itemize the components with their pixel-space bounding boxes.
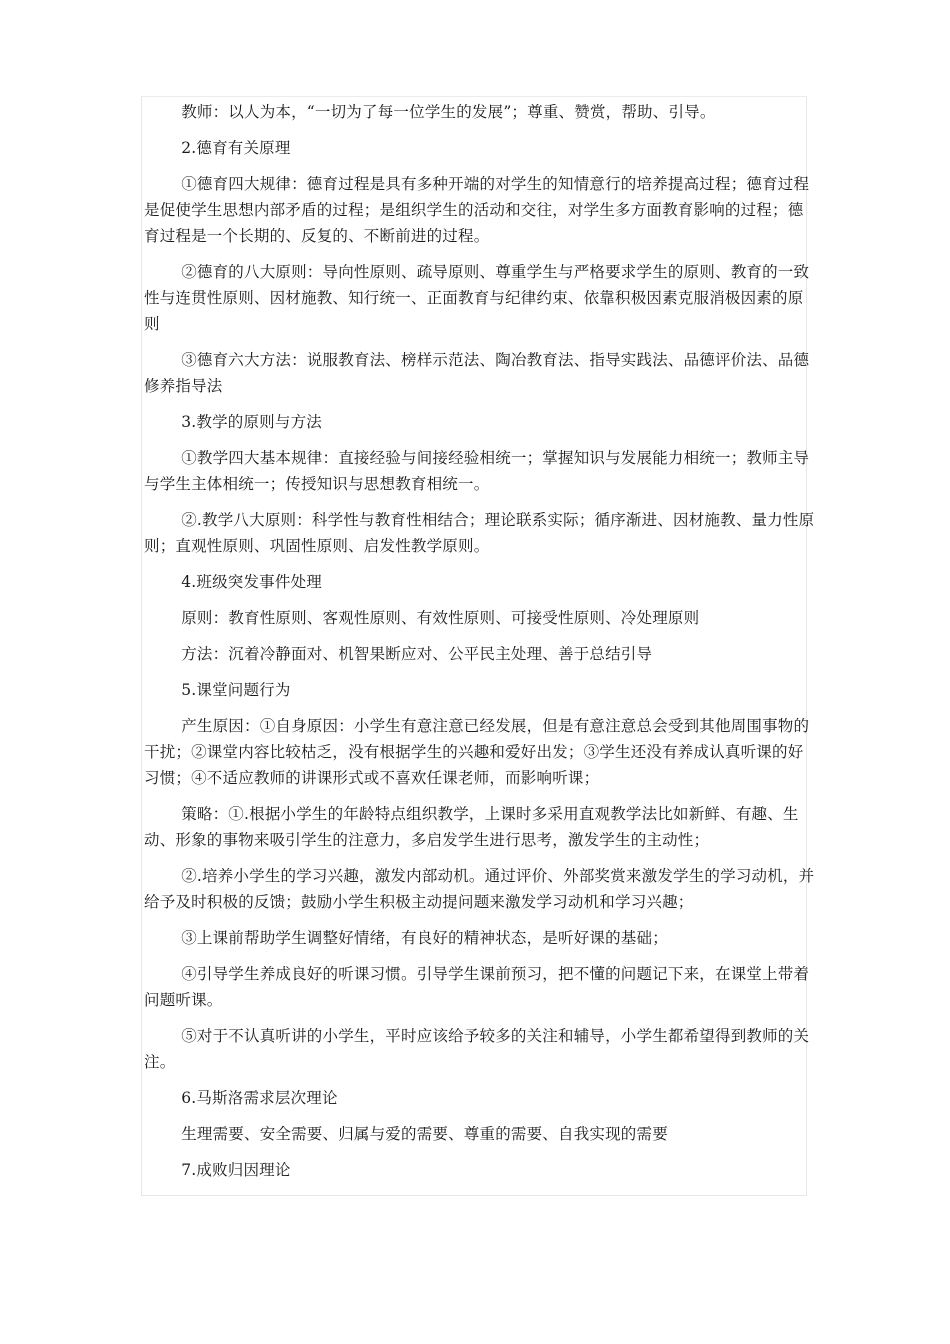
section-heading: 4.班级突发事件处理 xyxy=(181,573,322,591)
paragraph: 原则：教育性原则、客观性原则、有效性原则、可接受性原则、冷处理原则 xyxy=(181,609,700,627)
paragraph: ①教学四大基本规律：直接经验与间接经验相统一；掌握知识与发展能力相统一；教师主导与学生主体相统一；传授知识与思想教育相统一。 xyxy=(144,449,810,493)
paragraph: 方法：沉着冷静面对、机智果断应对、公平民主处理、善于总结引导 xyxy=(181,645,653,663)
paragraph: ③德育六大方法：说服教育法、榜样示范法、陶冶教育法、指导实践法、品德评价法、品德修养指导法 xyxy=(144,351,810,395)
document-body xyxy=(144,99,816,1193)
paragraph: ⑤对于不认真听讲的小学生，平时应该给予较多的关注和辅导，小学生都希望得到教师的关注。 xyxy=(144,1027,810,1071)
paragraph: ④引导学生养成良好的听课习惯。引导学生课前预习，把不懂的问题记下来，在课堂上带着问题听课。 xyxy=(144,965,810,1009)
paragraph: ①德育四大规律：德育过程是具有多种开端的对学生的知情意行的培养提高过程；德育过程是促使学生思想内部矛盾的过程；是组织学生的活动和交往，对学生多方面教育影响的过程；德育过程是一个长期的、反复的、不断前进的过程。 xyxy=(144,175,810,245)
section-heading: 7.成败归因理论 xyxy=(181,1161,291,1179)
paragraph: 生理需要、安全需要、归属与爱的需要、尊重的需要、自我实现的需要 xyxy=(181,1125,668,1143)
paragraph: ②.培养小学生的学习兴趣，激发内部动机。通过评价、外部奖赏来激发学生的学习动机，并给予及时积极的反馈；鼓励小学生积极主动提问题来激发学习动机和学习兴趣； xyxy=(144,867,815,911)
paragraph: ②.教学八大原则：科学性与教育性相结合；理论联系实际；循序渐进、因材施教、量力性原则；直观性原则、巩固性原则、启发性教学原则。 xyxy=(144,511,815,555)
section-heading: 5.课堂问题行为 xyxy=(181,681,291,699)
section-heading: 3.教学的原则与方法 xyxy=(181,413,322,431)
section-heading: 6.马斯洛需求层次理论 xyxy=(181,1089,338,1107)
paragraph: 策略：①.根据小学生的年龄特点组织教学，上课时多采用直观教学法比如新鲜、有趣、生动、形象的事物来吸引学生的注意力，多启发学生进行思考，激发学生的主动性； xyxy=(144,805,799,849)
paragraph: ③上课前帮助学生调整好情绪，有良好的精神状态，是听好课的基础； xyxy=(181,929,668,947)
section-heading: 2.德育有关原理 xyxy=(181,139,291,157)
paragraph: 教师：以人为本，“一切为了每一位学生的发展”；尊重、赞赏，帮助、引导。 xyxy=(181,103,716,121)
paragraph: ②德育的八大原则：导向性原则、疏导原则、尊重学生与严格要求学生的原则、教育的一致性与连贯性原则、因材施教、知行统一、正面教育与纪律约束、依靠积极因素克服消极因素的原则 xyxy=(144,263,810,333)
paragraph: 产生原因：①自身原因：小学生有意注意已经发展，但是有意注意总会受到其他周围事物的干扰；②课堂内容比较枯乏，没有根据学生的兴趣和爱好出发；③学生还没有养成认真听课的好习惯；④不适应教师的讲课形式或不喜欢任课老师，而影响听课； xyxy=(144,717,810,787)
